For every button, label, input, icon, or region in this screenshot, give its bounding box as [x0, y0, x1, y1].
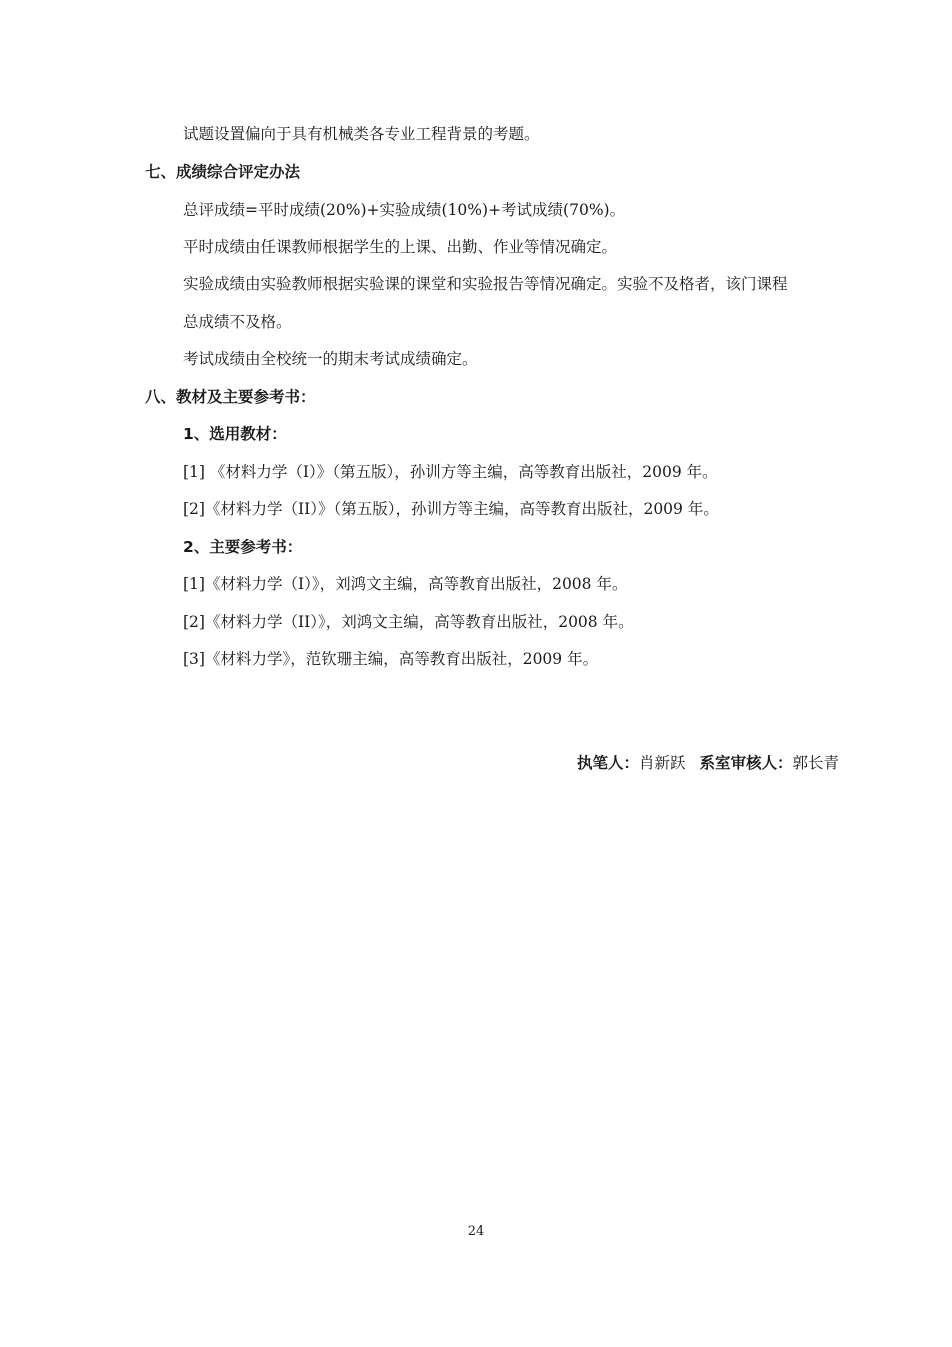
section-7-line-3: 实验成绩由实验教师根据实验课的课堂和实验报告等情况确定。实验不及格者，该门课程	[183, 275, 788, 293]
section-7-line-2: 平时成绩由任课教师根据学生的上课、出勤、作业等情况确定。	[183, 238, 618, 256]
author-name: 肖新跃	[638, 754, 686, 772]
reference-item: [3]《材料力学》，范钦珊主编，高等教育出版社，2009 年。	[183, 650, 599, 668]
references-heading: 2、主要参考书：	[183, 538, 303, 556]
section-7-line-4: 总成绩不及格。	[183, 313, 292, 331]
page-number: 24	[467, 1224, 485, 1239]
section-7-heading: 七、成绩综合评定办法	[145, 163, 301, 181]
reference-item: [1]《材料力学（I）》，刘鸿文主编，高等教育出版社，2008 年。	[183, 575, 628, 593]
section-7-line-1: 总评成绩=平时成绩(20%)+实验成绩(10%)+考试成绩(70%)。	[183, 201, 626, 219]
textbook-item: [1] 《材料力学（I）》（第五版），孙训方等主编，高等教育出版社，2009 年。	[183, 463, 718, 481]
reviewer-name: 郭长青	[792, 754, 839, 772]
author-label: 执笔人：	[576, 754, 639, 772]
section-7-line-5: 考试成绩由全校统一的期末考试成绩确定。	[183, 350, 478, 368]
reviewer-label: 系室审核人：	[699, 754, 793, 772]
section-8-heading: 八、教材及主要参考书：	[145, 388, 316, 406]
signature-line	[577, 753, 839, 773]
textbooks-heading: 1、选用教材：	[183, 425, 287, 443]
reference-item: [2]《材料力学（II）》，刘鸿文主编，高等教育出版社，2008 年。	[183, 613, 634, 631]
intro-line: 试题设置偏向于具有机械类各专业工程背景的考题。	[183, 125, 540, 143]
textbook-item: [2]《材料力学（II）》（第五版），孙训方等主编，高等教育出版社，2009 年。	[183, 500, 719, 518]
